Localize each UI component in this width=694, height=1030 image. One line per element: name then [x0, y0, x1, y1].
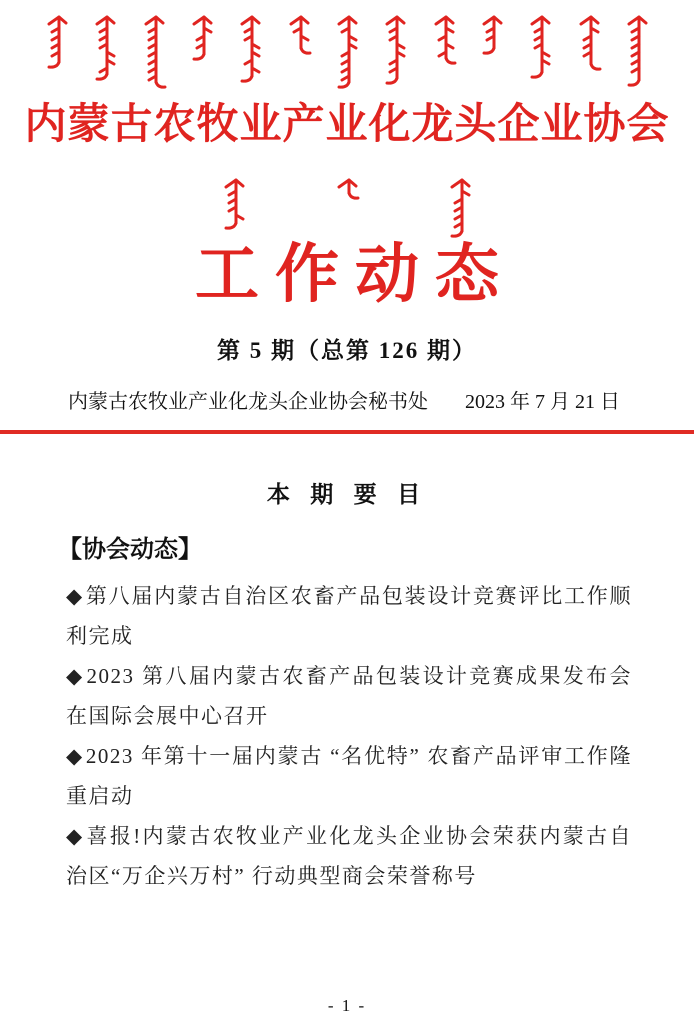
mongolian-word-glyph [286, 14, 312, 59]
mongolian-word-glyph [431, 14, 457, 69]
org-title: 内蒙古农牧业产业化龙头企业协会 [24, 102, 670, 148]
mongolian-script-subtitle-row [221, 177, 473, 239]
item-text: 2023 年第十一届内蒙古 “名优特” 农畜产品评审工作隆重启动 [66, 744, 632, 809]
publication-line [68, 385, 620, 414]
diamond-bullet-icon: ◆ [66, 664, 85, 689]
mongolian-word-glyph [479, 14, 505, 59]
mongolian-word-glyph [576, 14, 602, 75]
mongolian-word-glyph [237, 14, 263, 87]
mongolian-word-glyph [44, 14, 70, 73]
item-text: 2023 第八届内蒙古农畜产品包装设计竞赛成果发布会在国际会展中心召开 [66, 664, 633, 729]
mongolian-word-glyph [221, 177, 247, 234]
publisher-name: 内蒙古农牧业产业化龙头企业协会秘书处 [68, 391, 428, 414]
item-text: 第八届内蒙古自治区农畜产品包装设计竞赛评比工作顺利完成 [66, 584, 632, 649]
list-item [66, 816, 632, 896]
mongolian-word-glyph [189, 14, 215, 65]
divider-rule [0, 430, 694, 434]
diamond-bullet-icon: ◆ [66, 744, 84, 769]
mongolian-word-glyph [334, 14, 360, 93]
contents-list [66, 576, 632, 896]
list-item [66, 736, 632, 816]
mongolian-word-glyph [382, 14, 408, 89]
list-item [66, 656, 632, 736]
item-text: 喜报!内蒙古农牧业产业化龙头企业协会荣获内蒙古自治区“万企兴万村” 行动典型商会荣誉称号 [66, 824, 632, 889]
toc-heading: 本 期 要 目 [266, 481, 428, 508]
list-item [66, 576, 632, 656]
bulletin-title: 工作动态 [195, 239, 515, 311]
mongolian-word-glyph [624, 14, 650, 91]
diamond-bullet-icon: ◆ [66, 824, 85, 849]
page-number: - 1 - [327, 996, 367, 1015]
mongolian-script-row [44, 14, 650, 94]
mongolian-word-glyph [141, 14, 167, 93]
mongolian-word-glyph [527, 14, 553, 83]
issue-number-line: 第 5 期（总第 126 期） [217, 338, 477, 364]
mongolian-word-glyph [334, 177, 360, 204]
publication-date: 2023 年 7 月 21 日 [465, 391, 620, 414]
diamond-bullet-icon: ◆ [66, 584, 84, 609]
mongolian-word-glyph [447, 177, 473, 242]
section-label-association-news: 【协会动态】 [58, 536, 202, 564]
mongolian-word-glyph [92, 14, 118, 85]
